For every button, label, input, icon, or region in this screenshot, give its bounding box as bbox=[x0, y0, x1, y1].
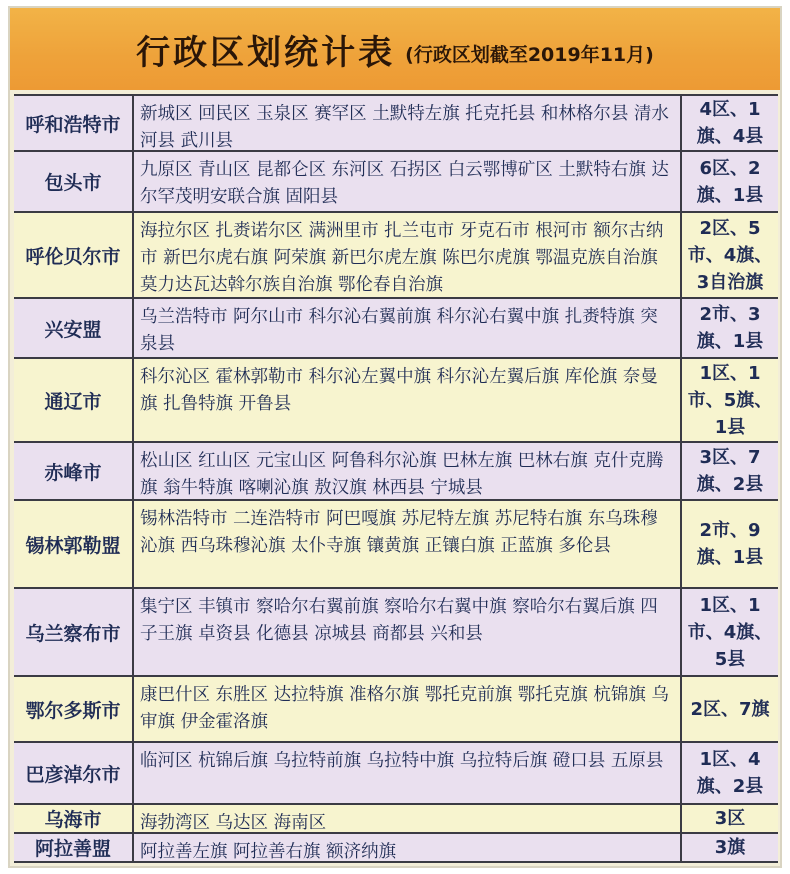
table-row bbox=[14, 359, 778, 443]
unit-list: 康巴什区 东胜区 达拉特旗 准格尔旗 鄂托克前旗 鄂托克旗 杭锦旗 乌审旗 伊金霍洛旗 bbox=[134, 677, 682, 741]
unit-count: 3区 bbox=[714, 808, 746, 829]
unit-count: 6区、2旗、1县 bbox=[696, 157, 764, 206]
unit-count: 2区、7旗 bbox=[690, 698, 770, 720]
table-row bbox=[14, 213, 778, 299]
unit-list: 阿拉善左旗 阿拉善右旗 额济纳旗 bbox=[134, 834, 682, 861]
unit-count: 1区、4旗、2县 bbox=[696, 749, 764, 797]
unit-list: 集宁区 丰镇市 察哈尔右翼前旗 察哈尔右翼中旗 察哈尔右翼后旗 四子王旗 卓资县 化德县 凉城县 商都县 兴和县 bbox=[134, 589, 682, 675]
division-table bbox=[14, 94, 778, 863]
table-row bbox=[14, 805, 778, 834]
table-row bbox=[14, 743, 778, 805]
unit-count: 3旗 bbox=[714, 837, 746, 858]
unit-count: 4区、1旗、4县 bbox=[696, 99, 764, 147]
unit-list: 科尔沁区 霍林郭勒市 科尔沁左翼中旗 科尔沁左翼后旗 库伦旗 奈曼旗 扎鲁特旗 开鲁县 bbox=[134, 359, 682, 441]
unit-count: 1区、1市、4旗、5县 bbox=[687, 594, 773, 670]
unit-count: 3区、7旗、2县 bbox=[696, 447, 764, 495]
unit-list: 乌兰浩特市 阿尔山市 科尔沁右翼前旗 科尔沁右翼中旗 扎赉特旗 突泉县 bbox=[134, 299, 682, 357]
city-name: 鄂尔多斯市 bbox=[14, 677, 134, 741]
unit-list: 九原区 青山区 昆都仑区 东河区 石拐区 白云鄂博矿区 土默特右旗 达尔罕茂明安联合旗 固阳县 bbox=[134, 152, 682, 211]
city-name: 包头市 bbox=[14, 152, 134, 211]
table-row bbox=[14, 677, 778, 743]
unit-list: 海勃湾区 乌达区 海南区 bbox=[134, 805, 682, 832]
page-title: 行政区划统计表 bbox=[136, 32, 396, 73]
city-name: 赤峰市 bbox=[14, 443, 134, 499]
table-row bbox=[14, 443, 778, 501]
title-bar bbox=[10, 8, 780, 90]
page-subtitle: (行政区划截至2019年11月) bbox=[405, 43, 654, 66]
table-row bbox=[14, 501, 778, 589]
city-name: 巴彦淖尔市 bbox=[14, 743, 134, 803]
city-name: 乌海市 bbox=[14, 805, 134, 832]
city-name: 锡林郭勒盟 bbox=[14, 501, 134, 587]
table-row bbox=[14, 152, 778, 213]
unit-list: 新城区 回民区 玉泉区 赛罕区 土默特左旗 托克托县 和林格尔县 清水河县 武川县 bbox=[134, 96, 682, 150]
unit-count: 1区、1市、5旗、1县 bbox=[687, 362, 773, 438]
unit-list: 锡林浩特市 二连浩特市 阿巴嘎旗 苏尼特左旗 苏尼特右旗 东乌珠穆沁旗 西乌珠穆沁旗 太仆寺旗 镶黄旗 正镶白旗 正蓝旗 多伦县 bbox=[134, 501, 682, 587]
city-name: 乌兰察布市 bbox=[14, 589, 134, 675]
city-name: 呼伦贝尔市 bbox=[14, 213, 134, 297]
city-name: 呼和浩特市 bbox=[14, 96, 134, 150]
table-row bbox=[14, 299, 778, 359]
statistics-poster bbox=[8, 6, 782, 868]
city-name: 通辽市 bbox=[14, 359, 134, 441]
unit-count: 2市、3旗、1县 bbox=[696, 304, 764, 352]
unit-list: 松山区 红山区 元宝山区 阿鲁科尔沁旗 巴林左旗 巴林右旗 克什克腾旗 翁牛特旗 喀喇沁旗 敖汉旗 林西县 宁城县 bbox=[134, 443, 682, 499]
table-row bbox=[14, 94, 778, 152]
unit-count: 2区、5市、4旗、3自治旗 bbox=[687, 217, 773, 293]
unit-count: 2市、9旗、1县 bbox=[696, 520, 764, 568]
city-name: 阿拉善盟 bbox=[14, 834, 134, 861]
city-name: 兴安盟 bbox=[14, 299, 134, 357]
unit-list: 临河区 杭锦后旗 乌拉特前旗 乌拉特中旗 乌拉特后旗 磴口县 五原县 bbox=[134, 743, 682, 803]
table-row bbox=[14, 589, 778, 677]
unit-list: 海拉尔区 扎赉诺尔区 满洲里市 扎兰屯市 牙克石市 根河市 额尔古纳市 新巴尔虎右旗 阿荣旗 新巴尔虎左旗 陈巴尔虎旗 鄂温克族自治旗 莫力达瓦达斡尔族自治旗 鄂伦春自治旗 bbox=[134, 213, 682, 297]
table-row bbox=[14, 834, 778, 863]
